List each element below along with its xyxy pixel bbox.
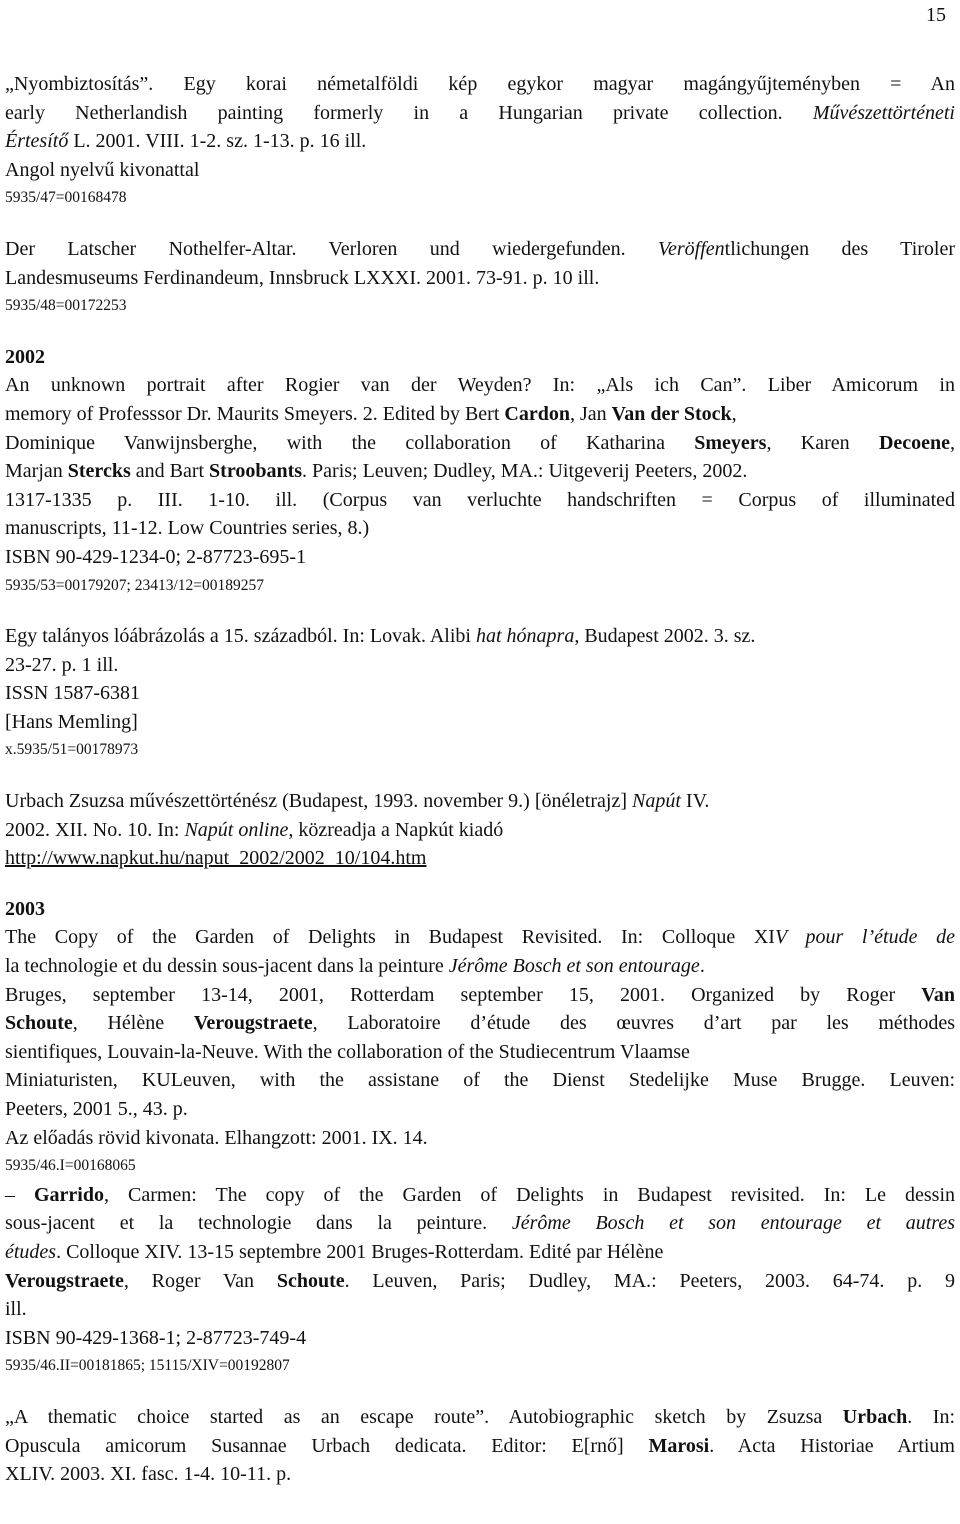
text-run: , Roger Van [123,1269,277,1292]
text-run: . [699,955,705,978]
text-run: „Nyombiztosítás”. Egy korai németalföldi kép egykor magyar magángyűjteményben = An [5,73,955,95]
entry-spacer [5,873,955,895]
author-name: Verougstraete [193,1012,313,1035]
text-run: XLIV. 2003. XI. fasc. 1-4. 10-11. p. [5,1463,292,1486]
entry-line [5,895,955,924]
italic-title: V pour l’étude de [774,926,955,949]
text-run: manuscripts, 11-12. Low Countries series, 8.) [5,517,370,540]
italic-title: Értesítő [5,130,69,153]
text-run: tlichungen des Tiroler [724,237,955,260]
author-name: Stroobants [209,460,303,483]
text-run: L. 2001. VIII. 1-2. sz. 1-13. p. 16 ill. [68,130,367,153]
entry-line [5,679,955,708]
bibliography-list [5,70,955,1489]
web-link[interactable]: http://www.napkut.hu/naput_2002/2002_10/104.htm [5,847,427,870]
author-name: Decoene [878,431,951,454]
text-run: . Colloque XIV. 13-15 septembre 2001 Bruges-Rotterdam. Edité par Hélène [56,1240,664,1263]
entry-line [5,952,955,981]
entry-line [5,429,955,458]
author-name: Verougstraete [5,1269,124,1292]
text-run: x.5935/51=00178973 [5,741,139,759]
text-run: Peeters, 2001 5., 43. p. [5,1098,188,1120]
text-run: Az előadás rövid kivonata. Elhangzott: 2001. IX. 14. [5,1126,428,1149]
entry-spacer [5,1381,955,1403]
text-run: 5935/48=00172253 [5,297,127,315]
entry-spacer [5,600,955,622]
text-run: sientifiques, Louvain-la-Neuve. With the collaboration of the Studiecentrum Vlaamse [5,1040,690,1063]
italic-title: Napút online [184,818,289,841]
entry-line [5,1209,955,1238]
italic-title: Művészettörténeti [812,101,955,124]
entry-line [5,1460,955,1489]
entry-line [5,514,955,543]
text-run: Egy talányos lóábrázolás a 15. századból. In: Lovak. Alibi [5,625,476,648]
text-run: 23-27. p. 1 ill. [5,653,119,676]
entry-line [5,264,955,293]
author-name: Van der Stock [611,402,732,425]
italic-title: hat hónapra [475,625,575,648]
text-run: , [950,431,956,454]
entry-line [5,1267,955,1296]
entry-line [5,787,955,816]
bibliography-entry [5,622,955,765]
text-run: . In: [907,1405,955,1428]
bibliography-entry [5,787,955,873]
entry-spacer [5,213,955,235]
text-run: , közreadja a Napkút kiadó [288,818,504,841]
entry-line [5,400,955,429]
text-run: 5935/46.I=00168065 [5,1157,136,1175]
entry-line [5,844,955,873]
entry-line [5,486,955,515]
author-name: Smeyers [694,431,767,454]
text-run: 5935/47=00168478 [5,189,127,207]
text-run: , Carmen: The copy of the Garden of Delights in Budapest revisited. In: Le dessin [104,1183,956,1206]
entry-line [5,1038,955,1067]
entry-line [5,981,955,1010]
catalog-number [5,572,955,601]
entry-line [5,1238,955,1267]
text-run: , Budapest 2002. 3. sz. [574,625,756,648]
entry-line [5,235,955,264]
text-run: Opuscula amicorum Susannae Urbach dedicata. Editor: E[rnő] [5,1434,649,1457]
text-run: ill. [5,1298,27,1321]
text-run: Urbach Zsuzsa művészettörténész (Budapest, 1993. november 9.) [önéletrajz] [5,790,632,813]
author-name: Schoute [5,1012,73,1035]
entry-line [5,622,955,651]
text-run: sous-jacent et la technologie dans la peinture. [5,1212,512,1235]
text-run: An unknown portrait after Rogier van der Weyden? In: „Als ich Can”. Liber Amicorum in [5,374,955,397]
author-name: Urbach [842,1405,908,1428]
text-run: , Hélène [72,1012,194,1035]
text-run: , Laboratoire d’étude des œuvres d’art par les méthodes [312,1012,955,1035]
italic-title: Jérôme Bosch et son entourage [448,955,700,978]
entry-line [5,1324,955,1353]
text-run: , Jan [569,402,612,425]
text-run: Angol nyelvű kivonattal [5,158,200,181]
text-run: memory of Professsor Dr. Maurits Smeyers. 2. Edited by Bert [5,402,505,425]
entry-line [5,816,955,845]
bibliography-entry [5,895,955,1381]
entry-line [5,708,955,737]
catalog-number [5,736,955,765]
entry-line [5,1432,955,1461]
text-run: [Hans Memling] [5,710,138,733]
italic-title: Napút [632,790,681,813]
italic-title: Jérôme Bosch et son entourage et autres [511,1212,955,1235]
page-number: 15 [926,4,946,26]
entry-line [5,343,955,372]
text-run: 5935/53=00179207; 23413/12=00189257 [5,576,265,594]
author-name: Van [921,983,955,1006]
entry-line [5,1295,955,1324]
italic-title: études [5,1240,57,1263]
bibliography-entry [5,235,955,321]
author-name: Stercks [67,460,131,483]
author-name: Marosi [648,1434,710,1457]
entry-line [5,1095,955,1124]
text-run: The Copy of the Garden of Delights in Budapest Revisited. In: Colloque XI [5,926,775,949]
text-run: . Acta Historiae Artium [709,1434,955,1457]
text-run: Dominique Vanwijnsberghe, with the collaboration of Katharina [5,431,695,454]
text-run: , [731,402,737,425]
bibliography-entry [5,343,955,600]
text-run: and Bart [130,460,210,483]
text-run: Der Latscher Nothelfer-Altar. Verloren und wiedergefunden. [5,237,659,260]
text-run: ISSN 1587-6381 [5,682,141,705]
text-run: Miniaturisten, KULeuven, with the assistane of the Dienst Stedelijke Muse Brugge. Leuven: [5,1069,955,1092]
entry-line [5,923,955,952]
entry-line [5,1403,955,1432]
catalog-number [5,184,955,213]
text-run: . Leuven, Paris; Dudley, MA.: Peeters, 2003. 64-74. p. 9 [344,1269,955,1292]
entry-line [5,1066,955,1095]
text-run: . Paris; Leuven; Dudley, MA.: Uitgeverij Peeters, 2002. [302,460,748,483]
entry-line [5,651,955,680]
entry-line [5,1124,955,1153]
catalog-number [5,292,955,321]
entry-line [5,1181,955,1210]
text-run: 1317-1335 p. III. 1-10. ill. (Corpus van verluchte handschriften = Corpus of illuminated [5,488,955,511]
text-run: 5935/46.II=00181865; 15115/XIV=00192807 [5,1357,290,1375]
text-run: – [5,1183,34,1206]
entry-line [5,70,955,99]
entry-line [5,1009,955,1038]
entry-spacer [5,321,955,343]
entry-line [5,127,955,156]
text-run: Landesmuseums Ferdinandeum, Innsbruck LXXXI. 2001. 73-91. p. 10 ill. [5,266,600,289]
text-run: Bruges, september 13-14, 2001, Rotterdam september 15, 2001. Organized by Roger [5,983,922,1006]
author-name: Cardon [504,402,570,425]
entry-line [5,156,955,185]
text-run: ISBN 90-429-1234-0; 2-87723-695-1 [5,545,307,568]
text-run: early Netherlandish painting formerly in a Hungarian private collection. [5,101,813,124]
entry-line [5,371,955,400]
catalog-number [5,1152,955,1181]
entry-line [5,543,955,572]
entry-line [5,457,955,486]
text-run: ISBN 90-429-1368-1; 2-87723-749-4 [5,1326,307,1349]
entry-spacer [5,765,955,787]
text-run: IV. [680,790,710,813]
author-name: Garrido [34,1183,104,1206]
author-name: Schoute [276,1269,345,1292]
text-run: , Karen [766,431,879,454]
author-name: 2002 [5,345,45,368]
bibliography-entry [5,70,955,213]
bibliography-entry [5,1403,955,1489]
text-run: 2002. XII. No. 10. In: [5,818,185,841]
author-name: 2003 [5,897,45,920]
catalog-number [5,1352,955,1381]
entry-line [5,99,955,128]
text-run: la technologie et du dessin sous-jacent dans la peinture [5,955,449,978]
text-run: „A thematic choice started as an escape route”. Autobiographic sketch by Zsuzsa [5,1405,843,1428]
text-run: Marjan [5,460,68,483]
italic-title: Veröffen [658,237,725,260]
